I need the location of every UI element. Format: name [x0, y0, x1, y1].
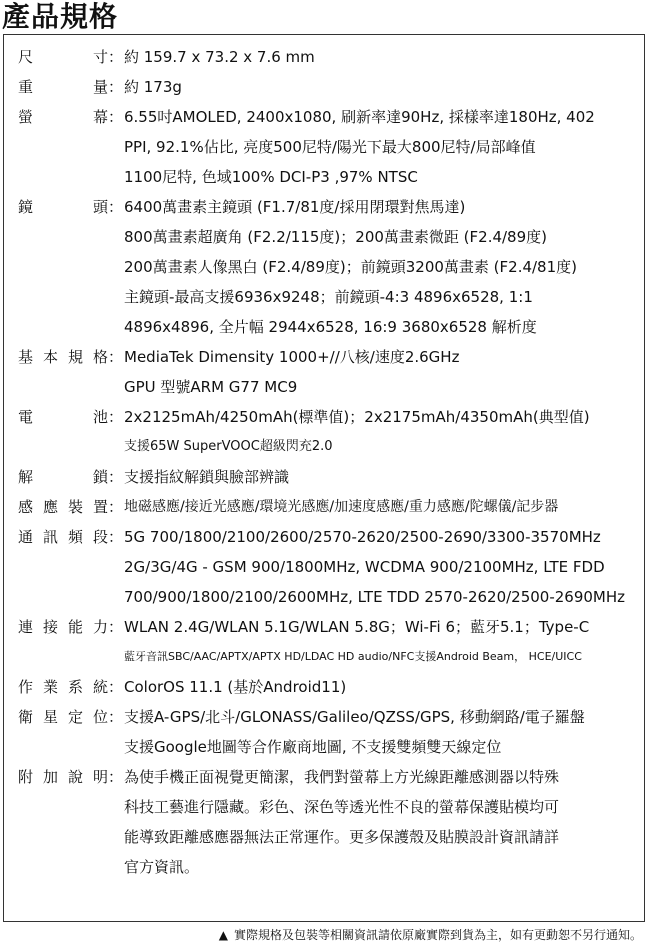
spec-value-line: PPI, 92.1%佔比, 亮度500尼特/陽光下最大800尼特/局部峰值: [124, 138, 536, 156]
triangle-up-icon: ▲: [218, 928, 228, 942]
spec-value-line: 1100尼特, 色域100% DCI-P3 ,97% NTSC: [124, 168, 418, 186]
spec-values: [124, 42, 640, 72]
spec-label: 作業系統: [18, 678, 108, 696]
spec-value-line: 800萬畫素超廣角 (F2.2/115度)；200萬畫素微距 (F2.4/89度): [124, 228, 547, 246]
spec-values: [124, 402, 640, 462]
spec-colon: ：: [108, 768, 124, 786]
spec-value-line: 2G/3G/4G - GSM 900/1800MHz, WCDMA 900/2100MHz, LTE FDD: [124, 558, 605, 576]
spec-row: [18, 522, 640, 612]
spec-value-line: 6400萬畫素主鏡頭 (F1.7/81度/採用閉環對焦馬達): [124, 198, 466, 216]
spec-label: 解鎖: [18, 468, 108, 486]
spec-label: 重量: [18, 78, 108, 96]
spec-value-line: 為使手機正面視覺更簡潔，我們對螢幕上方光線距離感測器以特殊: [124, 768, 560, 786]
spec-row: [18, 612, 640, 672]
spec-value-line: 科技工藝進行隱藏。彩色、深色等透光性不良的螢幕保護貼模均可: [124, 798, 560, 816]
spec-colon: ：: [108, 348, 124, 366]
spec-value-line: 地磁感應/接近光感應/環境光感應/加速度感應/重力感應/陀螺儀/記步器: [124, 499, 559, 515]
spec-label: 電池: [18, 408, 108, 426]
spec-value-line: 約 159.7 x 73.2 x 7.6 mm: [124, 48, 315, 66]
spec-value-line: GPU 型號ARM G77 MC9: [124, 378, 298, 396]
spec-colon: ：: [108, 468, 124, 486]
spec-colon: ：: [108, 498, 124, 516]
spec-label: 螢幕: [18, 108, 108, 126]
spec-value-line: 官方資訊。: [124, 858, 200, 876]
spec-value-line: 支援65W SuperVOOC超級閃充2.0: [124, 439, 333, 454]
spec-row: [18, 762, 640, 882]
spec-values: [124, 492, 640, 522]
spec-row: [18, 492, 640, 522]
spec-colon: ：: [108, 48, 124, 66]
spec-values: [124, 702, 640, 762]
spec-values: [124, 102, 640, 192]
spec-value-line: 6.55吋AMOLED, 2400x1080, 刷新率達90Hz, 採樣率達180Hz, 402: [124, 108, 595, 126]
spec-values: [124, 672, 640, 702]
spec-colon: ：: [108, 708, 124, 726]
spec-value-line: 藍牙音訊SBC/AAC/APTX/APTX HD/LDAC HD audio/NFC支援Android Beam， HCE/UICC: [124, 650, 582, 663]
spec-row: [18, 402, 640, 462]
spec-value-line: 能導致距離感應器無法正常運作。更多保護殼及貼膜設計資訊請詳: [124, 828, 560, 846]
spec-list: [18, 42, 640, 882]
spec-value-line: ColorOS 11.1 (基於Android11): [124, 678, 347, 696]
spec-values: [124, 462, 640, 492]
spec-value-line: 約 173g: [124, 78, 182, 96]
spec-label: 通訊頻段: [18, 528, 108, 546]
spec-colon: ：: [108, 528, 124, 546]
spec-value-line: 支援Google地圖等合作廠商地圖, 不支援雙頻雙天線定位: [124, 738, 502, 756]
spec-values: [124, 342, 640, 402]
spec-row: [18, 192, 640, 342]
footer-text: 實際規格及包裝等相關資訊請依原廠實際到貨為主，如有更動恕不另行通知。: [233, 928, 642, 942]
spec-label: 附加說明: [18, 768, 108, 786]
spec-values: [124, 72, 640, 102]
spec-row: [18, 42, 640, 72]
spec-value-line: 700/900/1800/2100/2600MHz, LTE TDD 2570-2620/2500-2690MHz: [124, 588, 626, 606]
spec-colon: ：: [108, 618, 124, 636]
spec-value-line: 主鏡頭-最高支援6936x9248；前鏡頭-4:3 4896x6528, 1:1: [124, 288, 533, 306]
spec-row: [18, 72, 640, 102]
spec-colon: ：: [108, 198, 124, 216]
spec-row: [18, 342, 640, 402]
spec-values: [124, 522, 640, 612]
spec-value-line: 200萬畫素人像黑白 (F2.4/89度)；前鏡頭3200萬畫素 (F2.4/81度): [124, 258, 577, 276]
spec-values: [124, 762, 640, 882]
spec-value-line: MediaTek Dimensity 1000+//八核/速度2.6GHz: [124, 348, 460, 366]
spec-value-line: 支援指紋解鎖與臉部辨識: [124, 468, 290, 486]
spec-label: 尺寸: [18, 48, 108, 66]
spec-colon: ：: [108, 108, 124, 126]
spec-label: 基本規格: [18, 348, 108, 366]
spec-label: 連接能力: [18, 618, 108, 636]
spec-value-line: 4896x4896, 全片幅 2944x6528, 16:9 3680x6528 解析度: [124, 318, 537, 336]
spec-row: [18, 462, 640, 492]
spec-values: [124, 612, 640, 672]
spec-value-line: 2x2125mAh/4250mAh(標準值)；2x2175mAh/4350mAh(典型值): [124, 408, 590, 426]
spec-colon: ：: [108, 408, 124, 426]
spec-label: 衛星定位: [18, 708, 108, 726]
footer-note: [219, 926, 642, 944]
spec-value-line: 5G 700/1800/2100/2600/2570-2620/2500-2690/3300-3570MHz: [124, 528, 601, 546]
spec-row: [18, 102, 640, 192]
spec-row: [18, 702, 640, 762]
page-title: 產品規格: [2, 0, 119, 33]
spec-value-line: WLAN 2.4G/WLAN 5.1G/WLAN 5.8G；Wi-Fi 6；藍牙5.1；Type-C: [124, 618, 590, 636]
spec-colon: ：: [108, 78, 124, 96]
spec-row: [18, 672, 640, 702]
spec-label: 感應裝置: [18, 498, 108, 516]
spec-value-line: 支援A-GPS/北斗/GLONASS/Galileo/QZSS/GPS, 移動網路/電子羅盤: [124, 708, 585, 726]
spec-values: [124, 192, 640, 342]
spec-colon: ：: [108, 678, 124, 696]
spec-label: 鏡頭: [18, 198, 108, 216]
